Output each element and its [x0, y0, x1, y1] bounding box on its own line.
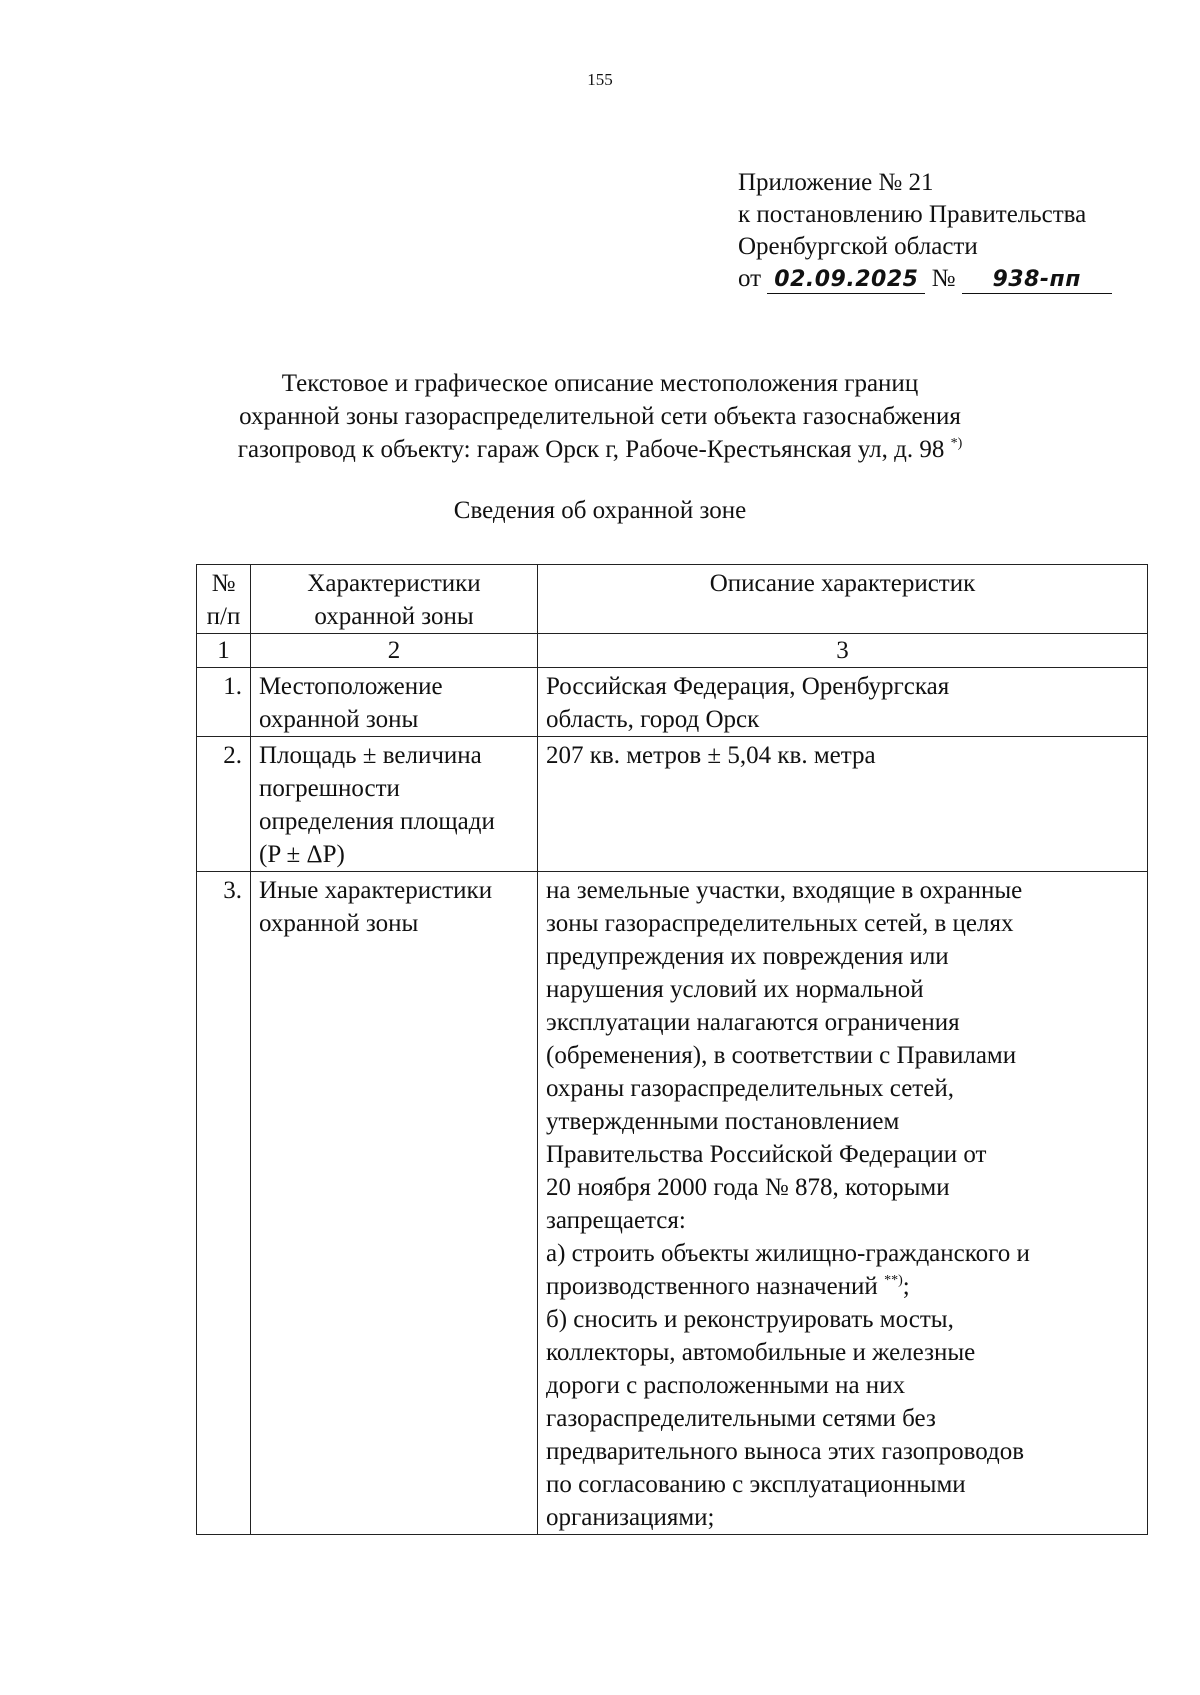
row-number: 1. — [197, 668, 251, 737]
table-index-row — [197, 634, 1148, 668]
title-line-3-text: газопровод к объекту: гараж Орск г, Рабоче-Крестьянская ул, д. 98 — [237, 436, 945, 463]
appendix-line-2: к постановлению Правительства — [738, 201, 1087, 228]
row-number: 3. — [197, 872, 251, 1535]
description-line-with-footnote — [546, 1270, 1139, 1303]
number-label: № — [931, 265, 956, 292]
table-row — [197, 668, 1148, 737]
description-line: организациями; — [546, 1504, 715, 1531]
header-characteristic: Характеристики охранной зоны — [251, 565, 538, 634]
description-line: а) строить объекты жилищно-гражданского и — [546, 1240, 1030, 1267]
header-description: Описание характеристик — [538, 565, 1148, 634]
appendix-line-3: Оренбургской области — [738, 233, 978, 260]
section-subtitle: Сведения об охранной зоне — [453, 497, 747, 524]
row-description: 207 кв. метров ± 5,04 кв. метра — [538, 737, 1148, 872]
description-line: нарушения условий их нормальной — [546, 976, 924, 1003]
description-line: б) сносить и реконструировать мосты, — [546, 1306, 954, 1333]
title-line-1: Текстовое и графическое описание местоположения границ — [281, 370, 919, 397]
appendix-block — [738, 167, 1112, 295]
appendix-date-line — [738, 263, 1112, 295]
handwritten-number: 938-пп — [962, 267, 1112, 294]
description-line: 20 ноября 2000 года № 878, которыми — [546, 1174, 950, 1201]
from-label: от — [738, 265, 762, 292]
footnote-line-tail: ; — [902, 1273, 910, 1300]
description-line: дороги с расположенными на них — [546, 1372, 906, 1399]
title-line-2: охранной зоны газораспределительной сети объекта газоснабжения — [239, 403, 961, 430]
description-line: (обременения), в соответствии с Правилами — [546, 1042, 1017, 1069]
handwritten-date: 02.09.2025 — [767, 267, 925, 294]
title-footnote-mark: *) — [950, 436, 963, 451]
document-title — [0, 367, 1200, 466]
row-characteristic: Местоположение охранной зоны — [251, 668, 538, 737]
index-cell-2: 2 — [251, 634, 538, 668]
table-row — [197, 737, 1148, 872]
description-line: Правительства Российской Федерации от — [546, 1141, 987, 1168]
description-line: утвержденными постановлением — [546, 1108, 900, 1135]
description-line: газораспределительными сетями без — [546, 1405, 936, 1432]
row-description: Российская Федерация, Оренбургская область, город Орск — [538, 668, 1148, 737]
table-header-row — [197, 565, 1148, 634]
index-cell-1: 1 — [197, 634, 251, 668]
row-characteristic: Площадь ± величина погрешности определения площади (P ± ΔP) — [251, 737, 538, 872]
row-description — [538, 872, 1148, 1535]
header-number: № п/п — [197, 565, 251, 634]
description-line: коллекторы, автомобильные и железные — [546, 1339, 976, 1366]
page-number: 155 — [587, 70, 613, 89]
appendix-line-1: Приложение № 21 — [738, 169, 934, 196]
description-line: зоны газораспределительных сетей, в целях — [546, 910, 1014, 937]
table-row — [197, 872, 1148, 1535]
description-line: предупреждения их повреждения или — [546, 943, 949, 970]
description-line: охраны газораспределительных сетей, — [546, 1075, 954, 1102]
footnote-line-text: производственного назначений — [546, 1273, 878, 1300]
description-line: предварительного выноса этих газопроводов — [546, 1438, 1025, 1465]
description-line: эксплуатации налагаются ограничения — [546, 1009, 960, 1036]
protection-zone-table — [196, 564, 1148, 1535]
description-footnote-mark: **) — [884, 1273, 903, 1288]
description-line: по согласованию с эксплуатационными — [546, 1471, 966, 1498]
description-line: запрещается: — [546, 1207, 686, 1234]
title-line-3 — [0, 433, 1200, 466]
row-number: 2. — [197, 737, 251, 872]
index-cell-3: 3 — [538, 634, 1148, 668]
row-characteristic: Иные характеристики охранной зоны — [251, 872, 538, 1535]
description-line: на земельные участки, входящие в охранные — [546, 877, 1023, 904]
